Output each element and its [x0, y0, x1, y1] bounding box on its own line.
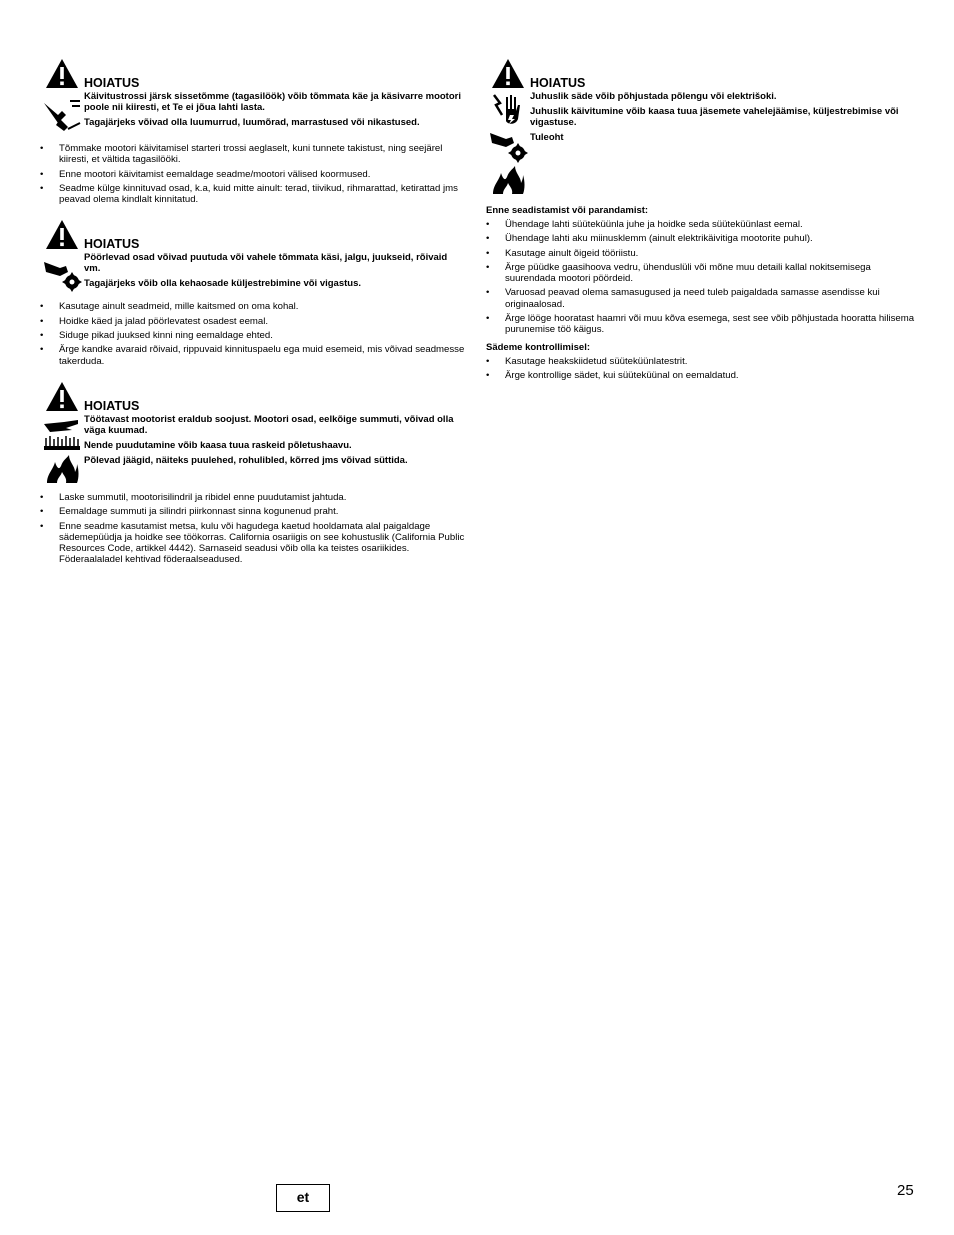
bullet-list [40, 301, 465, 366]
warning-line: Pöörlevad osad võivad puutuda või vahele tõmmata käsi, jalgu, juukseid, rõivaid vm. [84, 252, 448, 275]
warning-title: HOIATUS [84, 398, 140, 413]
warning-kickback [40, 58, 465, 205]
bullet-list [486, 219, 916, 336]
list-item: • Hoidke käed ja jalad pöörlevatest osadest eemal. [40, 316, 465, 327]
list-item: • Enne mootori käivitamist eemaldage seadme/mootori välised koormused. [40, 169, 465, 180]
warning-spark [486, 58, 916, 195]
warning-line: Juhuslik säde võib põhjustada põlengu või elektrišoki. [530, 91, 777, 102]
list-item: • Laske summutil, mootorisilindril ja ribidel enne puudutamist jahtuda. [40, 492, 465, 503]
warning-icons [40, 219, 84, 292]
section-heading: Enne seadistamist või parandamist: [486, 205, 649, 216]
bullet-list [40, 492, 465, 566]
warning-triangle-icon [45, 58, 79, 89]
warning-title: HOIATUS [84, 76, 140, 90]
section-heading: Sädeme kontrollimisel: [486, 341, 591, 353]
warning-hot-surface [40, 381, 465, 566]
page-number: 25 [897, 1182, 914, 1199]
warning-triangle-icon [45, 219, 79, 250]
rotating-parts-hand-icon [42, 258, 82, 292]
list-item: • Enne seadme kasutamist metsa, kulu või hagudega kaetud hooldamata alal paigaldage sädemepüüdja ja hoidke see töökorras. California osariigis on see kohustuslik (California Public Resources Code, artikkel 4442). Sarnaseid seadusi võib olla ka teistes osariikides. Föderaalaladel kehtivad föderaalseadused. [40, 521, 465, 566]
warning-rotating-parts [40, 219, 465, 366]
warning-line: Juhuslik käivitumine võib kaasa tuua jäsemete vahelejäämise, küljestrebimise või vigastuse. [530, 106, 899, 128]
warning-icons [40, 58, 84, 135]
warning-icons [486, 58, 530, 195]
list-item: • Ärge püüdke gaasihoova vedru, ühenduslüli või mõne muu detaili kallal nokitsemisega suurendada mootori pöördeid. [486, 262, 916, 285]
list-item: • Ärge kandke avaraid rõivaid, rippuvaid kinnituspaelu ega muid esemeid, mis võivad seadmesse takerduda. [40, 344, 465, 367]
warning-title: HOIATUS [530, 76, 586, 90]
right-column [486, 58, 916, 384]
fire-icon [45, 454, 79, 484]
fire-icon [491, 165, 525, 195]
warning-line: Tuleoht [530, 132, 564, 143]
left-column [40, 58, 465, 569]
list-item: • Seadme külge kinnituvad osad, k.a, kuid mitte ainult: terad, tiivikud, rihmarattad, ketirattad jms peavad olema kindlalt kinnitatud. [40, 183, 465, 206]
rotating-parts-hand-icon [488, 129, 528, 163]
list-item: • Kasutage ainult seadmeid, mille kaitsmed on oma kohal. [40, 301, 465, 312]
before-section [486, 205, 916, 336]
warning-triangle-icon [45, 381, 79, 412]
warning-line: Töötavast mootorist eraldub soojust. Mootori osad, eelkõige summuti, võivad olla väga kuumad. [84, 413, 454, 436]
list-item: • Kasutage heakskiidetud süüteküünlatestrit. [486, 356, 916, 367]
warning-line: Põlevad jäägid, näiteks puulehed, rohulibled, kõrred jms võivad süttida. [84, 454, 408, 466]
warning-title: HOIATUS [84, 237, 140, 252]
list-item: • Ärge kontrollige sädet, kui süüteküünal on eemaldatud. [486, 370, 916, 381]
list-item: • Ühendage lahti aku miinusklemm (ainult elektrikäivitiga mootorite puhul). [486, 233, 916, 244]
hot-surface-hand-icon [42, 418, 82, 452]
spark-section [486, 342, 916, 382]
list-item: • Ühendage lahti süüteküünla juhe ja hoidke seda süüteküünlast eemal. [486, 219, 916, 230]
warning-line: Tagajärjeks võivad olla luumurrud, luumõrad, marrastused või nikastused. [84, 117, 420, 128]
recoil-hand-icon [42, 97, 82, 135]
bullet-list [486, 356, 916, 382]
list-item: • Kasutage ainult õigeid tööriistu. [486, 248, 916, 259]
warning-triangle-icon [491, 58, 525, 89]
warning-line: Käivitustrossi järsk sissetõmme (tagasilöök) võib tõmmata käe ja käsivarre mootori poole nii kiiresti, et Te ei jõua lahti lasta. [84, 91, 461, 113]
list-item: • Varuosad peavad olema samasugused ja need tuleb paigaldada samasse asendisse kui originaalosad. [486, 287, 916, 310]
list-item: • Ärge lööge hooratast haamri või muu kõva esemega, sest see võib põhjustada hooratta hilisema purunemise töö käigus. [486, 313, 916, 336]
warning-line: Nende puudutamine võib kaasa tuua raskeid põletushaavu. [84, 439, 352, 451]
bullet-list [40, 143, 465, 205]
warning-line: Tagajärjeks võib olla kehaosade küljestrebimine või vigastus. [84, 278, 362, 290]
language-label: et [276, 1184, 330, 1212]
list-item: • Siduge pikad juuksed kinni ning eemaldage ehted. [40, 330, 465, 341]
warning-icons [40, 381, 84, 484]
electric-shock-hand-icon [490, 93, 526, 127]
list-item: • Tõmmake mootori käivitamisel starteri trossi aeglaselt, kuni tunnete takistust, ning seejärel kiiresti, et vältida tagasilööki. [40, 143, 465, 166]
list-item: • Eemaldage summuti ja silindri piirkonnast sinna kogunenud praht. [40, 506, 465, 517]
